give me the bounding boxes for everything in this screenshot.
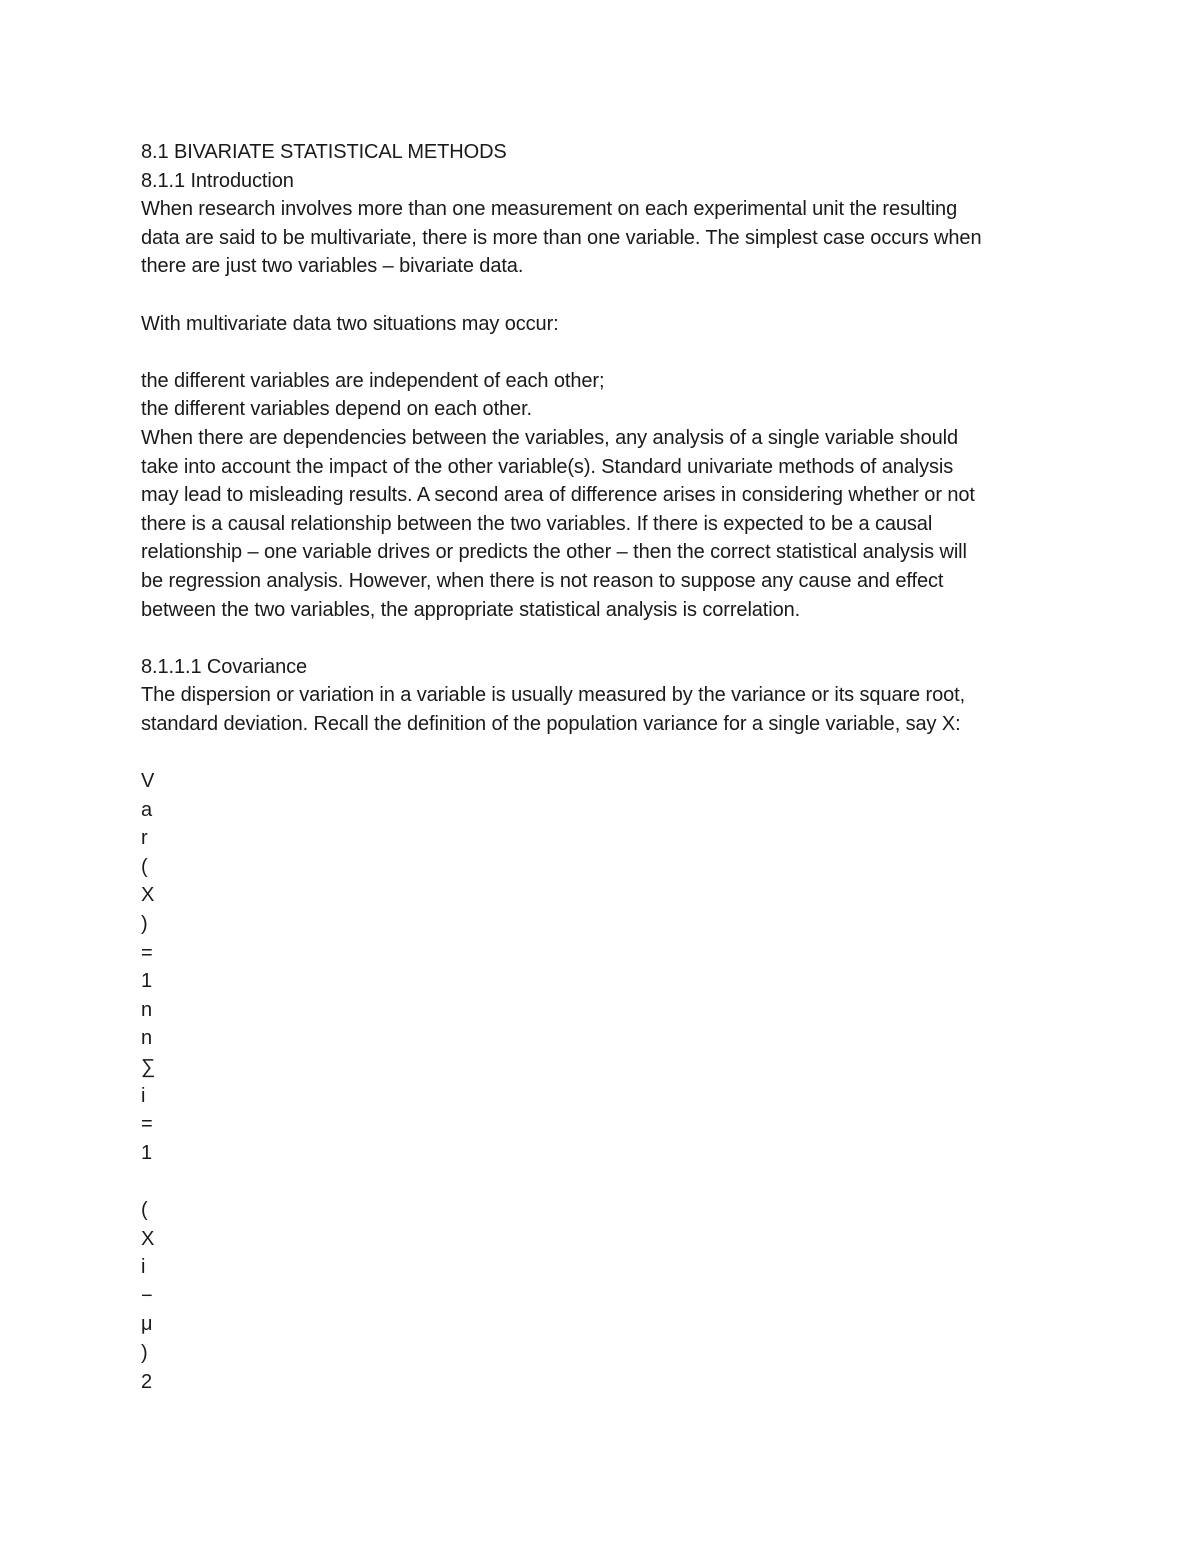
equation-char: r [141, 827, 148, 850]
paragraph-line: When research involves more than one measurement on each experimental unit the resulting [141, 198, 958, 221]
equation-char: X [141, 884, 155, 907]
paragraph-line: The dispersion or variation in a variable is usually measured by the variance or its square root, [141, 684, 966, 707]
equation-char: 2 [141, 1370, 153, 1393]
paragraph-line: there are just two variables – bivariate data. [141, 255, 524, 278]
equation-char: = [141, 941, 153, 964]
blank-line [141, 738, 1081, 767]
paragraph-line: data are said to be multivariate, there is more than one variable. The simplest case occurs when [141, 226, 982, 249]
equation-char: i [141, 1256, 146, 1279]
situations-list [141, 367, 1081, 424]
equation-char: V [141, 770, 155, 793]
list-item: the different variables are independent of each other; [141, 369, 605, 392]
equation-char: 1 [141, 970, 153, 993]
covariance-heading: 8.1.1.1 Covariance [141, 655, 308, 678]
list-item: the different variables depend on each other. [141, 398, 532, 421]
equation-char: 1 [141, 1141, 153, 1164]
blank-line [141, 281, 1081, 310]
equation-char: X [141, 1227, 155, 1250]
situations-paragraph: With multivariate data two situations may occur: [141, 312, 559, 335]
equation-char: μ [141, 1313, 153, 1336]
paragraph-line: standard deviation. Recall the definition of the population variance for a single variable, say X: [141, 712, 961, 735]
equation-char [141, 1167, 1081, 1196]
paragraph-line: may lead to misleading results. A second area of difference arises in considering whether or not [141, 484, 975, 507]
paragraph-line: be regression analysis. However, when there is not reason to suppose any cause and effect [141, 569, 944, 592]
equation-char: ) [141, 913, 148, 936]
paragraph-line: take into account the impact of the other variable(s). Standard univariate methods of analysis [141, 455, 954, 478]
equation-char: ( [141, 1198, 148, 1221]
equation-char: n [141, 1027, 153, 1050]
paragraph-line: between the two variables, the appropriate statistical analysis is correlation. [141, 598, 801, 621]
variance-equation [141, 767, 1081, 1396]
equation-char: ( [141, 855, 148, 878]
equation-char: ) [141, 1341, 148, 1364]
subsection-heading: 8.1.1 Introduction [141, 169, 294, 192]
equation-char: n [141, 998, 153, 1021]
paragraph-line: relationship – one variable drives or predicts the other – then the correct statistical analysis will [141, 541, 967, 564]
intro-paragraph [141, 195, 1081, 281]
equation-char: a [141, 798, 153, 821]
document-page [141, 138, 1081, 1396]
equation-char: − [141, 1284, 153, 1307]
blank-line [141, 338, 1081, 367]
equation-char: = [141, 1113, 153, 1136]
variance-paragraph [141, 681, 1081, 738]
dependencies-paragraph [141, 424, 1081, 624]
section-heading: 8.1 BIVARIATE STATISTICAL METHODS [141, 141, 507, 163]
paragraph-line: there is a causal relationship between the two variables. If there is expected to be a causal [141, 512, 933, 535]
blank-line [141, 624, 1081, 653]
equation-char: ∑ [141, 1056, 156, 1078]
equation-char: i [141, 1084, 146, 1107]
paragraph-line: When there are dependencies between the variables, any analysis of a single variable should [141, 426, 958, 449]
